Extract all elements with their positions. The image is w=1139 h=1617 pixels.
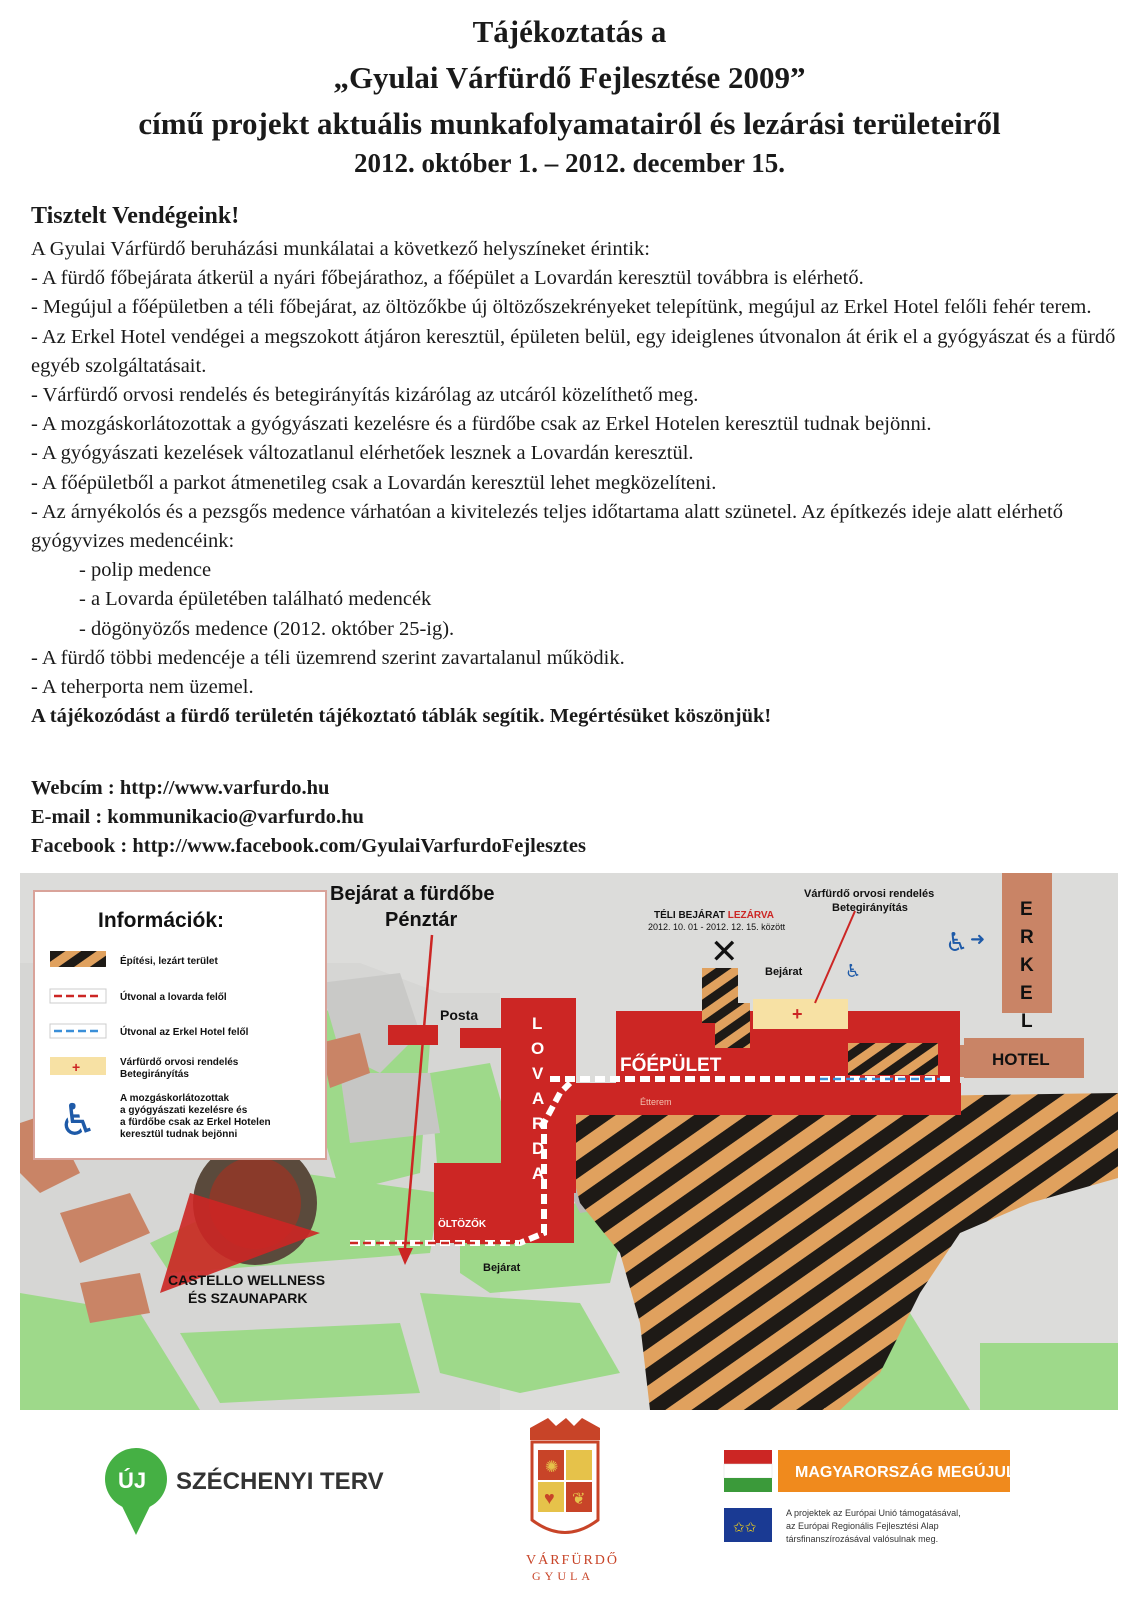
svg-text:O: O bbox=[531, 1039, 545, 1058]
svg-text:R: R bbox=[532, 1114, 545, 1133]
svg-text:R: R bbox=[1020, 927, 1034, 948]
legend-item: Útvonal a lovarda felől bbox=[120, 992, 227, 1003]
park-area bbox=[180, 1323, 420, 1403]
svg-text:E: E bbox=[1020, 899, 1033, 920]
magyarorszag-logo bbox=[724, 1450, 1016, 1544]
svg-text:L: L bbox=[532, 1014, 543, 1033]
notice-body bbox=[31, 235, 1116, 731]
svg-text:SZÉCHENYI TERV: SZÉCHENYI TERV bbox=[176, 1468, 384, 1495]
map-svg bbox=[20, 873, 1118, 1410]
svg-text:az Európai Regionális Fejleszt: az Európai Regionális Fejlesztési Alap bbox=[786, 1521, 939, 1531]
svg-text:MAGYARORSZÁG MEGÚJUL: MAGYARORSZÁG MEGÚJUL bbox=[795, 1464, 1016, 1481]
erkel-label bbox=[1020, 899, 1034, 1032]
footer-logos bbox=[0, 1410, 1139, 1612]
lovarda-label bbox=[531, 1014, 544, 1183]
svg-text:V: V bbox=[532, 1064, 544, 1083]
varfurdo-logo bbox=[526, 1418, 619, 1583]
restaurant-wing bbox=[576, 1083, 961, 1115]
bejarat-label: Bejárat bbox=[765, 966, 803, 978]
building bbox=[388, 1025, 438, 1045]
foepulet-label: FŐÉPÜLET bbox=[620, 1055, 722, 1076]
heart-icon: ♥ bbox=[544, 1488, 555, 1508]
construction-area bbox=[848, 1043, 938, 1075]
paragraph: - Várfürdő orvosi rendelés és betegirányítás kizárólag az utcáról közelíthető meg. bbox=[31, 384, 699, 407]
castello-label-2: ÉS SZAUNAPARK bbox=[188, 1290, 308, 1306]
winter-dates-label: 2012. 10. 01 - 2012. 12. 15. között bbox=[648, 922, 786, 932]
hotel-connector bbox=[960, 1045, 982, 1077]
svg-text:ÚJ: ÚJ bbox=[118, 1468, 147, 1493]
closing-text: A tájékozódást a fürdő területén tájékoztató táblák segítik. Megértésüket köszönjük! bbox=[31, 705, 772, 728]
castello-label-1: CASTELLO WELLNESS bbox=[168, 1272, 326, 1288]
building bbox=[340, 1073, 440, 1143]
closed-x-icon: ✕ bbox=[710, 933, 739, 971]
medical-label-2: Betegirányítás bbox=[832, 902, 908, 914]
medical-cross-icon: + bbox=[72, 1059, 81, 1075]
svg-text:L: L bbox=[1021, 1011, 1033, 1032]
medical-label-1: Várfürdő orvosi rendelés bbox=[804, 888, 935, 900]
entrance-label-2: Pénztár bbox=[385, 909, 458, 931]
svg-text:A: A bbox=[532, 1089, 545, 1108]
paragraph: - A főépületből a parkot átmenetileg csak a Lovardán keresztül lehet megközelíteni. bbox=[31, 471, 717, 494]
paragraph: - A fürdő többi medencéje a téli üzemrend szerint zavartalanul működik. bbox=[31, 646, 625, 669]
greeting: Tisztelt Vendégeink! bbox=[31, 203, 240, 229]
posta-building bbox=[460, 1028, 505, 1048]
svg-text:E: E bbox=[1020, 983, 1033, 1004]
legend-item: Várfürdő orvosi rendelés bbox=[120, 1057, 239, 1068]
pool-item: - dögönyözős medence (2012. október 25-ig). bbox=[79, 617, 455, 640]
contact-block bbox=[31, 774, 586, 862]
title-line-2: „Gyulai Várfürdő Fejlesztése 2009” bbox=[333, 60, 806, 95]
svg-text:társfinanszírozásával valósuln: társfinanszírozásával valósulnak meg. bbox=[786, 1534, 939, 1544]
legend-item: a gyógyászati kezelésre és bbox=[120, 1105, 248, 1116]
map-legend bbox=[34, 891, 326, 1159]
legend-construction-swatch bbox=[50, 951, 106, 967]
wheelchair-icon: ♿ bbox=[945, 927, 969, 957]
eu-stars-icon: ✩✩ bbox=[733, 1519, 757, 1535]
oltozok-building bbox=[434, 1163, 574, 1243]
legend-item: Betegirányítás bbox=[120, 1069, 189, 1080]
medical-cross-icon: + bbox=[792, 1004, 803, 1024]
winter-entrance-label: TÉLI BEJÁRAT LEZÁRVA bbox=[654, 910, 775, 921]
svg-text:A projektek az Európai Unió tá: A projektek az Európai Unió támogatásával, bbox=[786, 1508, 961, 1518]
wheelchair-icon: ♿ bbox=[58, 1096, 98, 1145]
pool-item: - a Lovarda épületében található medencék bbox=[79, 588, 432, 611]
legend-title: Információk: bbox=[98, 909, 225, 932]
legend-item: A mozgáskorlátozottak bbox=[120, 1093, 230, 1104]
svg-text:GYULA: GYULA bbox=[532, 1569, 594, 1583]
paragraph: - A mozgáskorlátozottak a gyógyászati kezelésre és a fürdőbe csak az Erkel Hotelen keresztül tudnak bejönni. bbox=[31, 413, 932, 436]
pool-item: - polip medence bbox=[79, 559, 212, 582]
email-link[interactable]: E-mail : kommunikacio@varfurdo.hu bbox=[31, 806, 364, 829]
legend-item: keresztül tudnak bejönni bbox=[120, 1129, 238, 1140]
svg-text:K: K bbox=[1020, 955, 1034, 976]
web-link[interactable]: Webcím : http://www.varfurdo.hu bbox=[31, 777, 330, 799]
leaf-icon: ❦ bbox=[572, 1491, 586, 1508]
title-line-1: Tájékoztatás a bbox=[472, 14, 667, 49]
site-map bbox=[20, 873, 1118, 1410]
footer-svg bbox=[0, 1410, 1139, 1612]
paragraph: A Gyulai Várfürdő beruházási munkálatai a következő helyszíneket érintik: bbox=[31, 238, 650, 260]
svg-text:A: A bbox=[532, 1164, 545, 1183]
sun-icon: ✺ bbox=[545, 1459, 559, 1476]
legend-item: Építési, lezárt terület bbox=[120, 956, 218, 967]
facebook-link[interactable]: Facebook : http://www.facebook.com/GyulaiVarfurdoFejlesztes bbox=[31, 835, 586, 858]
legend-item: Útvonal az Erkel Hotel felől bbox=[120, 1027, 249, 1038]
paragraph: - Az Erkel Hotel vendégei a megszokott átjáron keresztül, épületen belül, egy ideiglenes útvonalon át érik el a gyógyászat és a fürdő egyéb szolgáltatásait. bbox=[31, 325, 1116, 377]
etterem-label: Étterem bbox=[640, 1097, 672, 1107]
paragraph: - A teherporta nem üzemel. bbox=[31, 676, 254, 699]
svg-text:D: D bbox=[532, 1139, 545, 1158]
paragraph: - Megújul a főépületben a téli főbejárat, az öltözőkbe új öltözőszekrényeket telepítünk, megújul az Erkel Hotel felőli fehér terem. bbox=[31, 296, 1092, 319]
title-line-3: című projekt aktuális munkafolyamatairól és lezárási területeiről bbox=[138, 106, 1001, 141]
oltozok-label: ÖLTÖZŐK bbox=[438, 1219, 487, 1230]
entrance-label-1: Bejárat a fürdőbe bbox=[330, 883, 495, 905]
szechenyi-logo bbox=[105, 1448, 384, 1535]
paragraph: - A fürdő főbejárata átkerül a nyári főbejárathoz, a főépület a Lovardán keresztül továbbra is elérhető. bbox=[31, 267, 864, 290]
park-area bbox=[980, 1343, 1118, 1410]
legend-item: a fürdőbe csak az Erkel Hotelen bbox=[120, 1117, 271, 1128]
wheelchair-icon: ♿ bbox=[845, 961, 862, 981]
hotel-label: HOTEL bbox=[992, 1050, 1050, 1069]
svg-text:VÁRFÜRDŐ: VÁRFÜRDŐ bbox=[526, 1553, 620, 1568]
paragraph: - Az árnyékolós és a pezsgős medence várhatóan a kivitelezés teljes időtartama alatt szünetel. Az építkezés ideje alatt elérhető gyógyvizes medencéink: bbox=[31, 500, 1063, 553]
posta-label: Posta bbox=[440, 1007, 479, 1023]
bejarat-bottom-label: Bejárat bbox=[483, 1262, 521, 1274]
title-dates: 2012. október 1. – 2012. december 15. bbox=[354, 148, 785, 178]
paragraph: - A gyógyászati kezelések változatlanul elérhetőek lesznek a Lovardán keresztül. bbox=[31, 442, 694, 465]
arrow-right-icon: ➜ bbox=[970, 929, 986, 949]
